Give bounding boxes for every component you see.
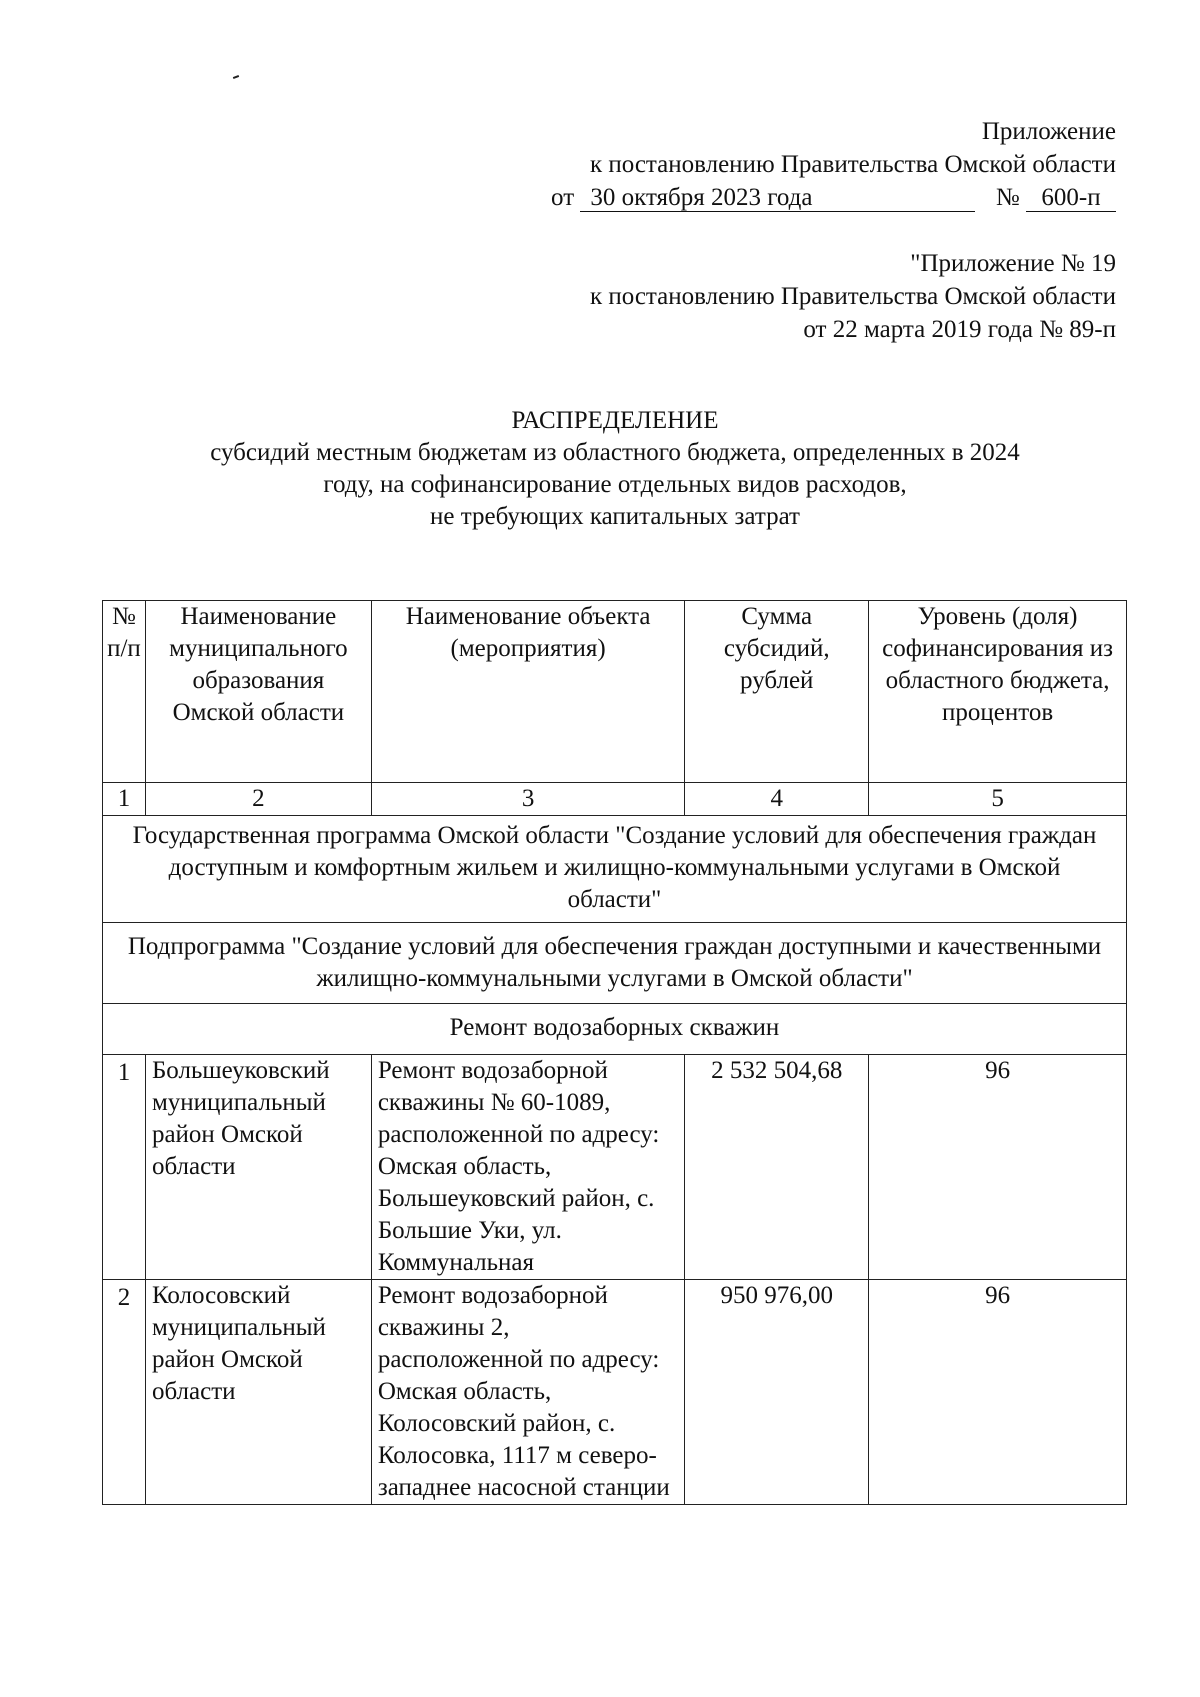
program-title: Государственная программа Омской области "Создание условий для обеспечения граждан доступным и комфортным жильем и жилищно-коммунальными услугами в Омской области" [103,816,1127,923]
original-resolution-line: к постановлению Правительства Омской области [589,283,1116,310]
header-object: Наименование объекта (мероприятия) [371,601,685,783]
original-appendix-label: "Приложение № 19 [910,250,1116,277]
row-amount: 2 532 504,68 [685,1055,869,1280]
column-number: 3 [371,783,685,816]
header-share: Уровень (доля) софинансирования из областного бюджета, процентов [869,601,1127,783]
number-prefix: № [995,184,1020,211]
column-number: 1 [103,783,146,816]
original-resolution-date: от 22 марта 2019 года № 89-п [803,316,1116,343]
program-row [103,816,1127,923]
appendix-resolution-line: к постановлению Правительства Омской области [589,151,1116,178]
column-number: 4 [685,783,869,816]
row-number: 2 [103,1280,146,1505]
row-municipality: Колосовский муниципальный район Омской области [145,1280,371,1505]
date-prefix: от [551,184,575,211]
original-appendix-header [590,247,1116,346]
resolution-date: 30 октября 2023 года [580,185,975,212]
resolution-number: 600-п [1026,185,1116,212]
table-header-row [103,601,1127,783]
section-title: Ремонт водозаборных скважин [103,1004,1127,1055]
subprogram-row [103,923,1127,1004]
header-amount: Сумма субсидий, рублей [685,601,869,783]
row-amount: 950 976,00 [685,1280,869,1505]
title-line-1: субсидий местным бюджетам из областного бюджета, определенных в 2024 [210,439,1020,466]
section-row [103,1004,1127,1055]
document-title [150,405,1080,533]
title-heading: РАСПРЕДЕЛЕНИЕ [511,407,719,434]
appendix-header [551,115,1116,214]
column-number: 2 [145,783,371,816]
row-object: Ремонт водозаборной скважины № 60-1089, расположенной по адресу: Омская область, Большеуковский район, с. Большие Уки, ул. Коммунальная [371,1055,685,1280]
appendix-label: Приложение [981,118,1116,145]
table-row [103,1280,1127,1505]
title-line-3: не требующих капитальных затрат [430,503,800,530]
header-municipality: Наименование муниципального образования Омской области [145,601,371,783]
row-share: 96 [869,1055,1127,1280]
subprogram-title: Подпрограмма "Создание условий для обеспечения граждан доступными и качественными жилищно-коммунальными услугами в Омской области" [103,923,1127,1004]
header-number: № п/п [103,601,146,783]
row-share: 96 [869,1280,1127,1505]
scan-mark [233,75,239,79]
column-number-row [103,783,1127,816]
column-number: 5 [869,783,1127,816]
table-row [103,1055,1127,1280]
appendix-date-line [551,181,1116,214]
row-number: 1 [103,1055,146,1280]
subsidy-table [102,600,1127,1505]
row-municipality: Большеуковский муниципальный район Омской области [145,1055,371,1280]
title-line-2: году, на софинансирование отдельных видов расходов, [323,471,907,498]
row-object: Ремонт водозаборной скважины 2, расположенной по адресу: Омская область, Колосовский район, с. Колосовка, 1117 м северо-западнее насосной станции [371,1280,685,1505]
